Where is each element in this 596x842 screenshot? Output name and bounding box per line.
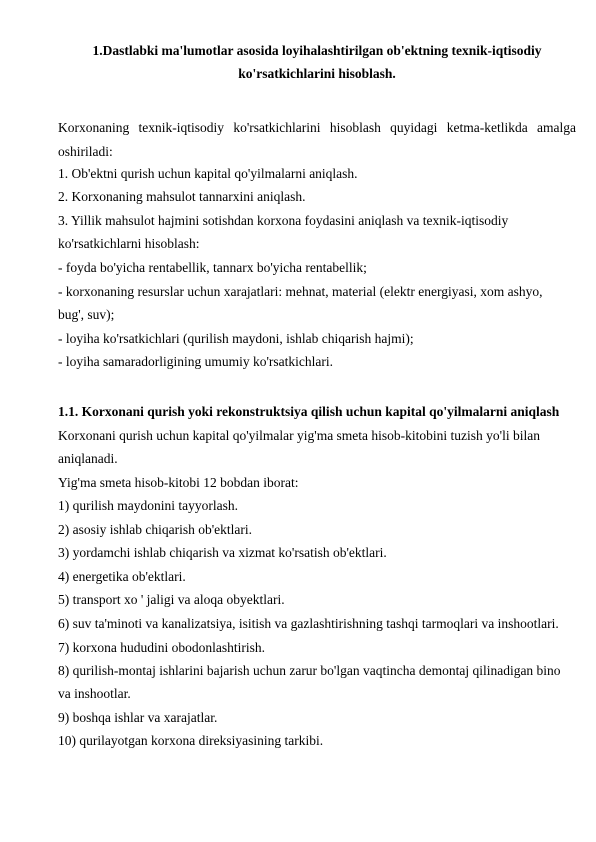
list-item: 2) asosiy ishlab chiqarish ob'ektlari. bbox=[58, 522, 253, 537]
list-item: 3) yordamchi ishlab chiqarish va xizmat ko'rsatish ob'ektlari. bbox=[58, 545, 387, 560]
list-item: 9) boshqa ishlar va xarajatlar. bbox=[58, 710, 218, 725]
step-line: - loyiha samaradorligining umumiy ko'rsatkichlari. bbox=[58, 354, 333, 369]
step-line: 1. Ob'ektni qurish uchun kapital qo'yilmalarni aniqlash. bbox=[58, 166, 358, 181]
step-line: 2. Korxonaning mahsulot tannarxini aniqlash. bbox=[58, 189, 306, 204]
step-line: ko'rsatkichlarni hisoblash: bbox=[58, 236, 200, 251]
intro-text-line-2: oshiriladi: bbox=[58, 144, 113, 159]
section-paragraph-line: Yig'ma smeta hisob-kitobi 12 bobdan iborat: bbox=[58, 475, 299, 490]
step-line: - korxonaning resurslar uchun xarajatlari: mehnat, material (elektr energiyasi, xom ashyo, bbox=[58, 284, 543, 299]
list-item: 10) qurilayotgan korxona direksiyasining tarkibi. bbox=[58, 733, 324, 748]
step-line: - foyda bo'yicha rentabellik, tannarx bo'yicha rentabellik; bbox=[58, 260, 367, 275]
section-paragraph-line: aniqlanadi. bbox=[58, 451, 118, 466]
document-title-line-2: ko'rsatkichlarini hisoblash. bbox=[238, 66, 396, 81]
list-item: 8) qurilish-montaj ishlarini bajarish uchun zarur bo'lgan vaqtincha demontaj qilinadigan bino bbox=[58, 663, 561, 678]
list-item: va inshootlar. bbox=[58, 686, 131, 701]
list-item: 1) qurilish maydonini tayyorlash. bbox=[58, 498, 238, 513]
step-line: bug', suv); bbox=[58, 307, 115, 322]
list-item: 6) suv ta'minoti va kanalizatsiya, isitish va gazlashtirishning tashqi tarmoqlari va inshootlari. bbox=[58, 616, 559, 631]
section-heading: 1.1. Korxonani qurish yoki rekonstruktsiya qilish uchun kapital qo'yilmalarni aniqlash bbox=[58, 404, 560, 419]
document-title-line-1: 1.Dastlabki ma'lumotlar asosida loyihalashtirilgan ob'ektning texnik-iqtisodiy bbox=[92, 43, 542, 58]
list-item: 4) energetika ob'ektlari. bbox=[58, 569, 186, 584]
list-item: 7) korxona hududini obodonlashtirish. bbox=[58, 640, 265, 655]
step-line: 3. Yillik mahsulot hajmini sotishdan korxona foydasini aniqlash va texnik-iqtisodiy bbox=[58, 213, 509, 228]
list-item: 5) transport xo ' jaligi va aloqa obyektlari. bbox=[58, 592, 285, 607]
intro-text-line-1: Korxonaning texnik-iqtisodiy ko'rsatkichlarini hisoblash quyidagi ketma-ketlikda amalga bbox=[58, 120, 576, 135]
section-paragraph-line: Korxonani qurish uchun kapital qo'yilmalar yig'ma smeta hisob-kitobini tuzish yo'li bilan bbox=[58, 428, 540, 443]
step-line: - loyiha ko'rsatkichlari (qurilish maydoni, ishlab chiqarish hajmi); bbox=[58, 331, 414, 346]
